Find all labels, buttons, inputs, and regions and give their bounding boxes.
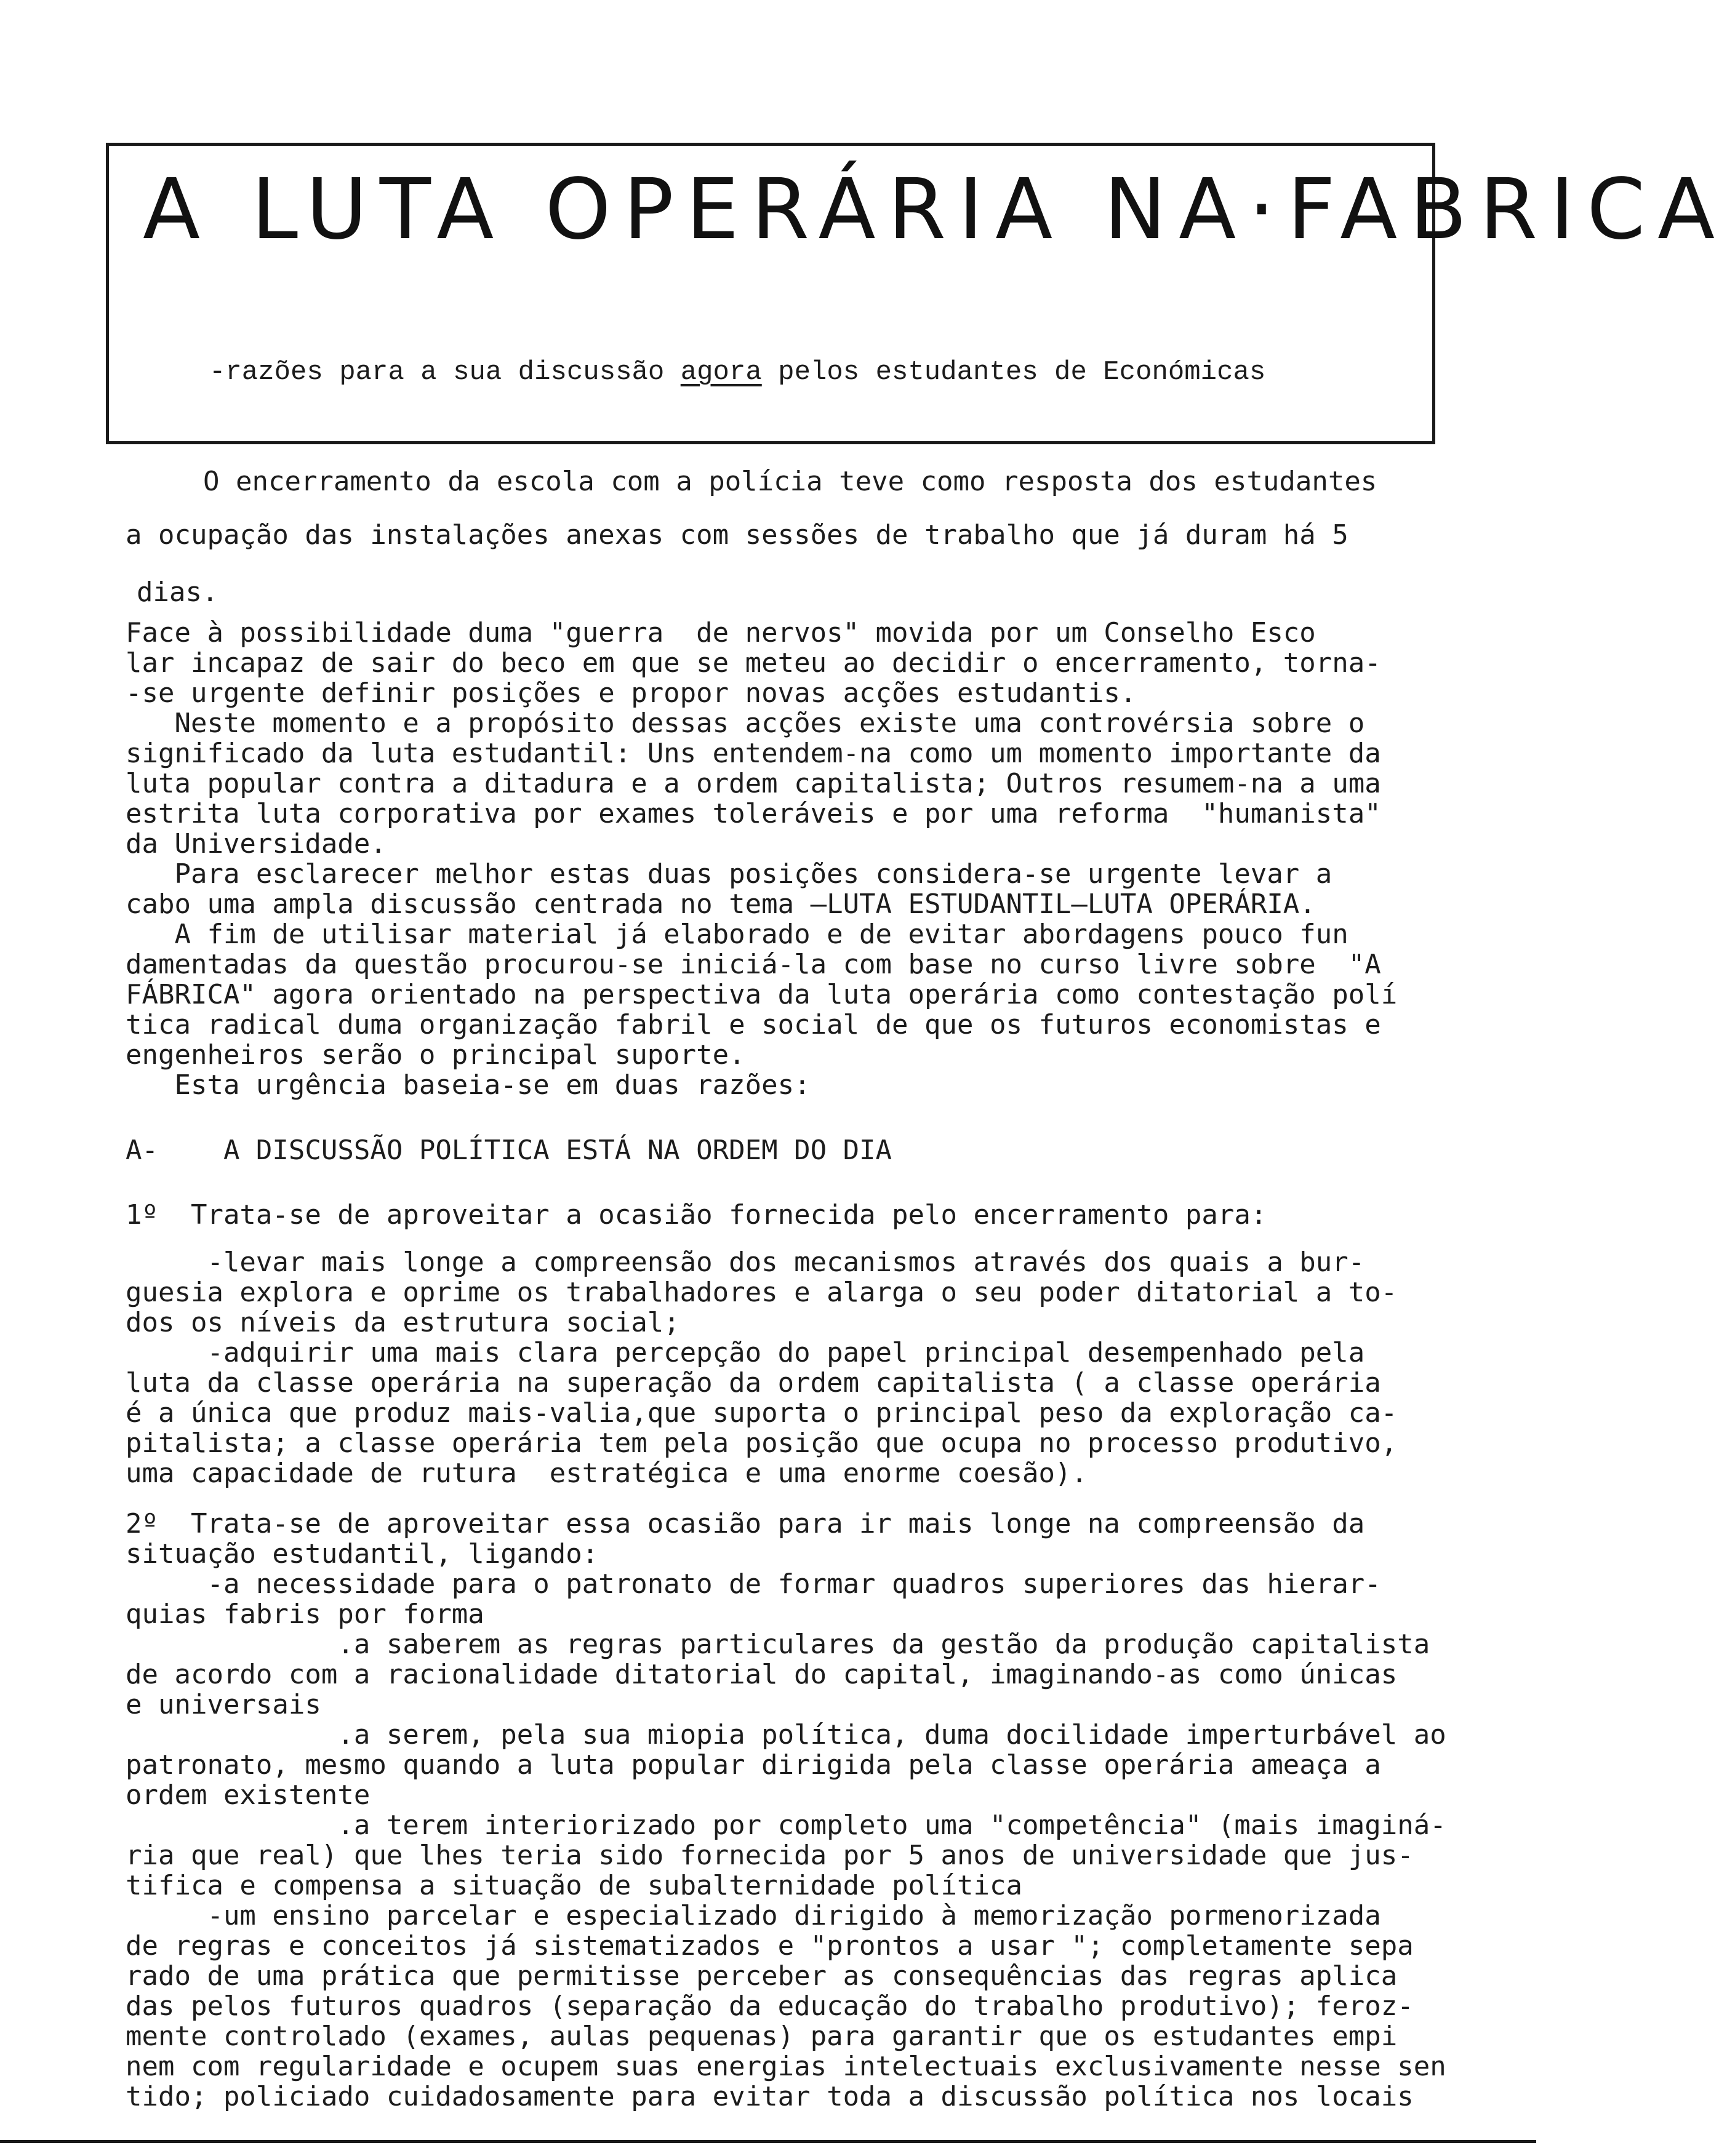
page-subtitle bbox=[209, 357, 1379, 388]
paragraph-intro-line3: dias. bbox=[137, 577, 218, 608]
point-2-body: 2º Trata-se de aproveitar essa ocasião para ir mais longe na compreensão da situação estudantil, ligando: -a necessidade para o patronato de formar quadros superiores das hierar- quias fabris por forma .a saberem as regras particulares da gestão da produção capitalista de acordo com a racionalidade ditatorial do capital, imaginando-as como únicas e universais .a serem, pela sua miopia política, duma docilidade imperturbável ao patronato, mesmo quando a luta popular dirigida pela classe operária ameaça a ordem existente .a terem interiorizado por completo uma "competência" (mais imaginá- ria que real) que lhes teria sido fornecida por 5 anos de universidade que jus- tifica e compensa a situação de subalternidade política -um ensino parcelar e especializado dirigido à memorização pormenorizada de regras e conceitos já sistematizados e "prontos a usar "; completamente sepa rado de uma prática que permitisse perceber as consequências das regras aplica das pelos futuros quadros (separação da educação do trabalho produtivo); feroz- mente controlado (exames, aulas pequenas) para garantir que os estudantes empi nem com regularidade e ocupem suas energias intelectuais exclusivamente nesse sen tido; policiado cuidadosamente para evitar toda a discussão política nos locais bbox=[126, 1508, 1446, 2112]
bottom-rule bbox=[0, 2140, 1536, 2143]
section-heading-a: A- A DISCUSSÃO POLÍTICA ESTÁ NA ORDEM DO DIA bbox=[126, 1135, 892, 1166]
point-1-body: -levar mais longe a compreensão dos mecanismos através dos quais a bur- guesia explora e oprime os trabalhadores e alarga o seu poder ditatorial a to- dos os níveis da estrutura social; -adquirir uma mais clara percepção do papel principal desempenhado pela luta da classe operária na superação da ordem capitalista ( a classe operária é a única que produz mais-valia,que suporta o principal peso da exploração ca- pitalista; a classe operária tem pela posição que ocupa no processo produtivo, uma capacidade de rutura estratégica e uma enorme coesão). bbox=[126, 1247, 1398, 1489]
paragraph-intro-line1: O encerramento da escola com a polícia teve como resposta dos estudantes bbox=[203, 466, 1377, 497]
paragraph-intro-line2: a ocupação das instalações anexas com sessões de trabalho que já duram há 5 bbox=[126, 519, 1348, 551]
point-1-heading: 1º Trata-se de aproveitar a ocasião fornecida pelo encerramento para: bbox=[126, 1199, 1267, 1231]
paragraph-body-block: Face à possibilidade duma "guerra de nervos" movida por um Conselho Esco lar incapaz de sair do beco em que se meteu ao decidir o encerramento, torna- -se urgente definir posições e propor novas acções estudantis. Neste momento e a propósito dessas acções existe uma controvérsia sobre o significado da luta estudantil: Uns entendem-na como um momento importante da luta popular contra a ditadura e a ordem capitalista; Outros resumem-na a uma estrita luta corporativa por exames toleráveis e por uma reforma "humanista" da Universidade. Para esclarecer melhor estas duas posições considera-se urgente levar a cabo uma ampla discussão centrada no tema —LUTA ESTUDANTIL—LUTA OPERÁRIA. A fim de utilisar material já elaborado e de evitar abordagens pouco fun damentadas da questão procurou-se iniciá-la com base no curso livre sobre "A FÁBRICA" agora orientado na perspectiva da luta operária como contestação polí tica radical duma organização fabril e social de que os futuros economistas e engenheiros serão o principal suporte. Esta urgência baseia-se em duas razões: bbox=[126, 617, 1398, 1101]
subtitle-start: -razões para a sua discussão bbox=[209, 357, 681, 388]
page-title: A LUTA OPERÁRIA NA·FABRICA bbox=[143, 161, 1727, 258]
subtitle-emphasis: agora bbox=[680, 357, 762, 388]
subtitle-end: pelos estudantes de Económicas bbox=[761, 357, 1266, 388]
